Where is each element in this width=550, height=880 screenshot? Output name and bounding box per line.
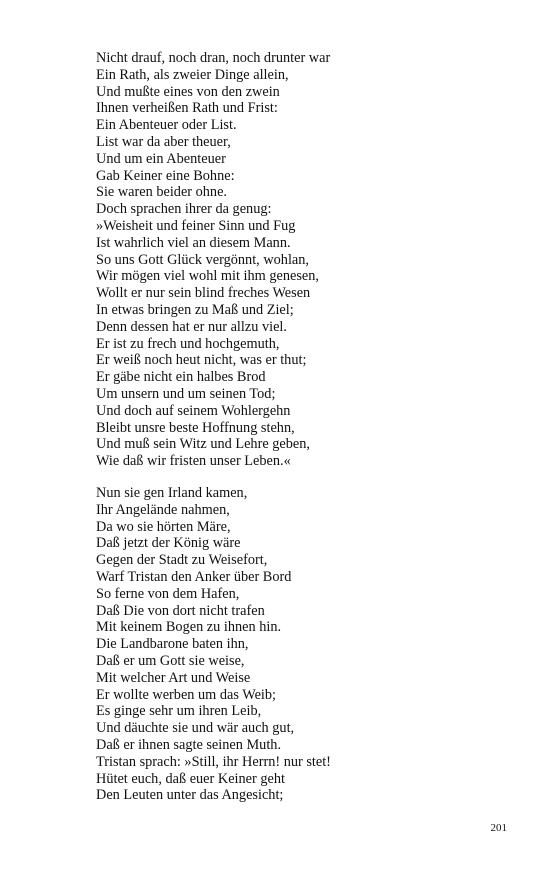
verse-line: Und muß sein Witz und Lehre geben, xyxy=(96,436,310,453)
stanza-2 xyxy=(96,485,516,804)
verse-line: Er gäbe nicht ein halbes Brod xyxy=(96,369,266,386)
verse-line: Gegen der Stadt zu Weisefort, xyxy=(96,552,268,569)
verse-line: Und doch auf seinem Wohlergehn xyxy=(96,402,291,419)
verse-line: Bleibt unsre beste Hoffnung stehn, xyxy=(96,419,295,436)
verse-line: Um unsern und um seinen Tod; xyxy=(96,385,276,402)
verse-line: Er weiß noch heut nicht, was er thut; xyxy=(96,352,307,369)
verse-line: Und um ein Abenteuer xyxy=(96,150,226,167)
page-number: 201 xyxy=(490,822,507,834)
verse-line: Mit welcher Art und Weise xyxy=(96,669,251,686)
verse-line: Ihnen verheißen Rath und Frist: xyxy=(96,100,278,117)
verse-line: Daß jetzt der König wäre xyxy=(96,535,241,552)
verse-line: Ist wahrlich viel an diesem Mann. xyxy=(96,234,291,251)
verse-line: Nicht drauf, noch dran, noch drunter war xyxy=(96,50,331,66)
verse-line: »Weisheit und feiner Sinn und Fug xyxy=(96,217,296,234)
verse-line: Warf Tristan den Anker über Bord xyxy=(96,568,292,585)
verse-line: In etwas bringen zu Maß und Ziel; xyxy=(96,301,294,318)
verse-line: Und däuchte sie und wär auch gut, xyxy=(96,720,295,737)
verse-line: So ferne von dem Hafen, xyxy=(96,585,240,602)
verse-line: Er ist zu frech und hochgemuth, xyxy=(96,335,280,352)
verse-line: Ein Abenteuer oder List. xyxy=(96,117,237,134)
verse-line: List war da aber theuer, xyxy=(96,133,231,150)
verse-line: Tristan sprach: »Still, ihr Herrn! nur stet! xyxy=(96,753,331,770)
verse-line: So uns Gott Glück vergönnt, wohlan, xyxy=(96,251,309,268)
verse-line: Daß Die von dort nicht trafen xyxy=(96,602,265,619)
verse-line: Die Landbarone baten ihn, xyxy=(96,636,249,653)
verse-line: Ihr Angelände nahmen, xyxy=(96,501,230,518)
verse-line: Da wo sie hörten Märe, xyxy=(96,518,231,535)
verse-line: Denn dessen hat er nur allzu viel. xyxy=(96,318,287,335)
verse-line: Wollt er nur sein blind freches Wesen xyxy=(96,285,311,302)
verse-line: Er wollte werben um das Weib; xyxy=(96,686,277,703)
verse-line: Wie daß wir fristen unser Leben.« xyxy=(96,453,291,470)
verse-line: Daß er um Gott sie weise, xyxy=(96,652,245,669)
verse-line: Den Leuten unter das Angesicht; xyxy=(96,787,284,804)
verse-line: Sie waren beider ohne. xyxy=(96,184,228,201)
verse-line: Es ginge sehr um ihren Leib, xyxy=(96,703,262,720)
verse-line: Ein Rath, als zweier Dinge allein, xyxy=(96,66,289,83)
verse-line: Mit keinem Bogen zu ihnen hin. xyxy=(96,619,282,636)
verse-line: Daß er ihnen sagte seinen Muth. xyxy=(96,736,282,753)
verse-line: Hütet euch, daß euer Keiner geht xyxy=(96,770,285,787)
stanza-1 xyxy=(96,50,516,470)
verse-line: Wir mögen viel wohl mit ihm genesen, xyxy=(96,268,319,285)
verse-line: Doch sprachen ihrer da genug: xyxy=(96,201,272,218)
verse-line: Nun sie gen Irland kamen, xyxy=(96,485,248,501)
verse-line: Gab Keiner eine Bohne: xyxy=(96,167,235,184)
verse-line: Und mußte eines von den zwein xyxy=(96,83,280,100)
